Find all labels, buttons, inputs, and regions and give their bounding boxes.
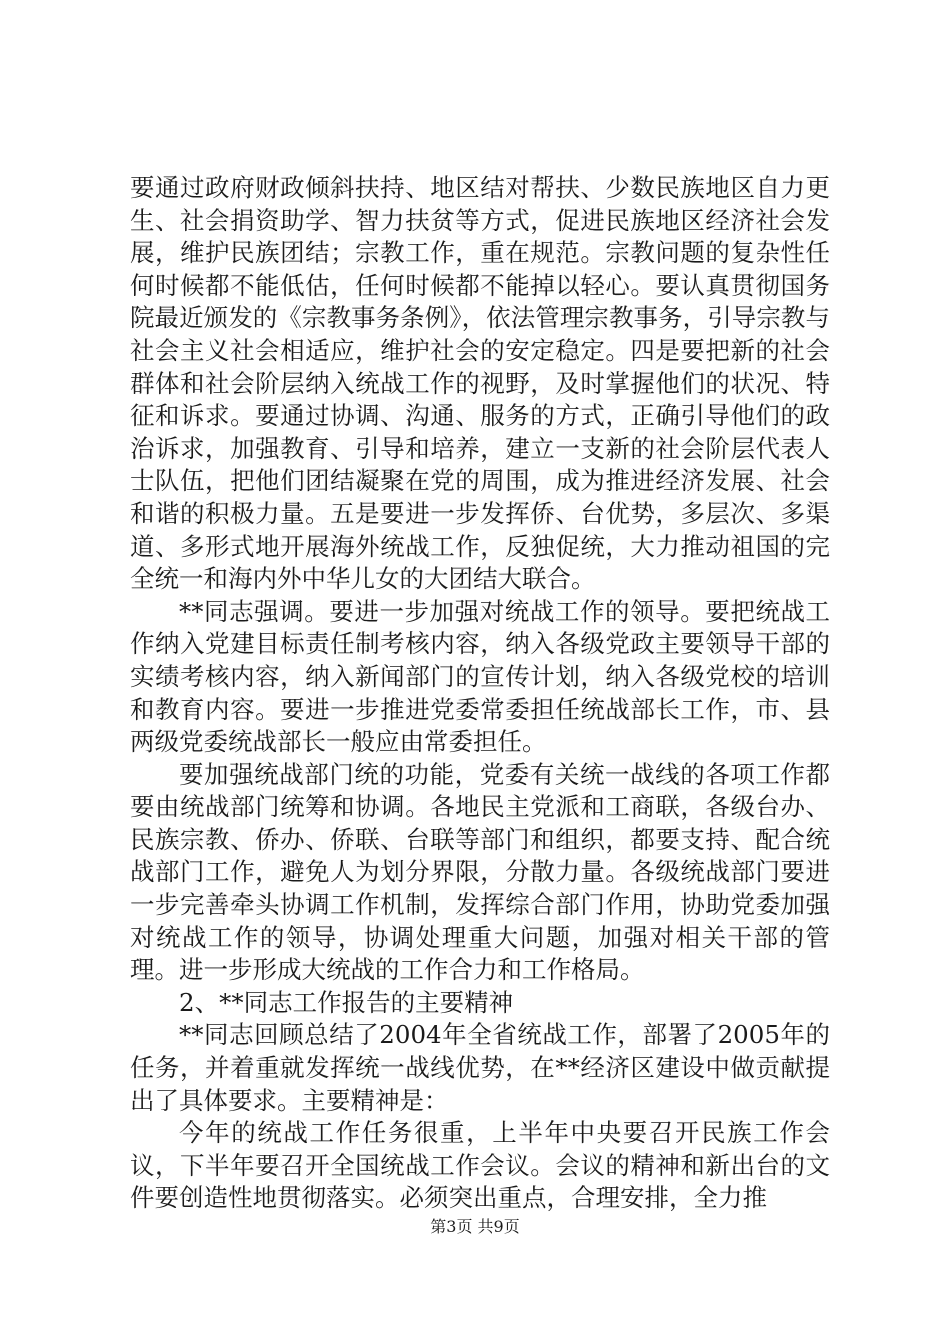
- paragraph-1: 要通过政府财政倾斜扶持、地区结对帮扶、少数民族地区自力更生、社会捐资助学、智力扶贫等方式，促进民族地区经济社会发展，维护民族团结；宗教工作，重在规范。宗教问题的复杂性任何时候都不能低估，任何时候都不能掉以轻心。要认真贯彻国务院最近颁发的《宗教事务条例》，依法管理宗教事务，引导宗教与社会主义社会相适应，维护社会的安定稳定。四是要把新的社会群体和社会阶层纳入统战工作的视野，及时掌握他们的状况、特征和诉求。要通过协调、沟通、服务的方式，正确引导他们的政治诉求，加强教育、引导和培养，建立一支新的社会阶层代表人士队伍，把他们团结凝聚在党的周围，成为推进经济发展、社会和谐的积极力量。五是要进一步发挥侨、台优势，多层次、多渠道、多形式地开展海外统战工作，反独促统，大力推动祖国的完全统一和海内外中华儿女的大团结大联合。: [130, 173, 830, 594]
- document-body: [130, 172, 830, 1215]
- page-number-footer: 第3页 共9页: [430, 1217, 520, 1236]
- paragraph-4: **同志回顾总结了2004年全省统战工作，部署了2005年的任务，并着重就发挥统一战线优势，在**经济区建设中做贡献提出了具体要求。主要精神是：: [130, 1020, 830, 1115]
- paragraph-2: **同志强调。要进一步加强对统战工作的领导。要把统战工作纳入党建目标责任制考核内容，纳入各级党政主要领导干部的实绩考核内容，纳入新闻部门的宣传计划，纳入各级党校的培训和教育内容。要进一步推进党委常委担任统战部长工作，市、县两级党委统战部长一般应由常委担任。: [130, 596, 830, 757]
- paragraph-3: 要加强统战部门统的功能，党委有关统一战线的各项工作都要由统战部门统筹和协调。各地民主党派和工商联，各级台办、民族宗教、侨办、侨联、台联等部门和组织，都要支持、配合统战部门工作，避免人为划分界限，分散力量。各级统战部门要进一步完善牵头协调工作机制，发挥综合部门作用，协助党委加强对统战工作的领导，协调处理重大问题，加强对相关干部的管理。进一步形成大统战的工作合力和工作格局。: [130, 759, 830, 985]
- section-heading: 2、**同志工作报告的主要精神: [179, 987, 514, 1017]
- paragraph-5: 今年的统战工作任务很重，上半年中央要召开民族工作会议，下半年要召开全国统战工作会议。会议的精神和新出台的文件要创造性地贯彻落实。必须突出重点，合理安排，全力推: [130, 1118, 830, 1213]
